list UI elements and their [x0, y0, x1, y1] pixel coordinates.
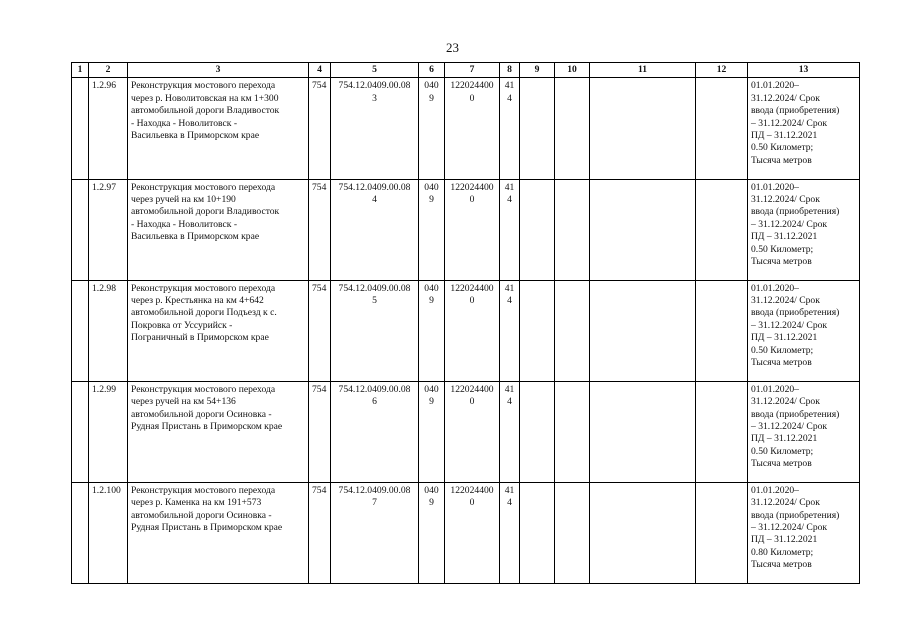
cell-col4: 754: [309, 78, 331, 179]
cell-line: через ручей на км 10+190: [131, 193, 236, 205]
cell-col4: 754: [309, 482, 331, 583]
cell-line: автомобильной дороги Осиновка -: [131, 408, 272, 420]
cell-col9: [520, 78, 555, 179]
column-header: 7: [445, 63, 500, 78]
cell-line: Реконструкция мостового перехода: [131, 484, 276, 496]
cell-line: – 31.12.2024/ Срок: [751, 319, 828, 331]
cell-line: ввода (приобретения): [751, 206, 840, 218]
cell-col4: 754: [309, 179, 331, 280]
cell-line: – 31.12.2024/ Срок: [751, 218, 828, 230]
cell-line: автомобильной дороги Владивосток: [131, 206, 280, 218]
cell-col9: [520, 482, 555, 583]
table-row: [72, 78, 860, 179]
cell-line: – 31.12.2024/ Срок: [751, 522, 828, 534]
cell-line: 122024400: [450, 80, 494, 92]
table-row: [72, 381, 860, 482]
cell-term: [748, 78, 860, 179]
cell-term: [748, 179, 860, 280]
cell-line: автомобильной дороги Подъезд к с.: [131, 307, 277, 319]
cell-line: 4: [507, 396, 512, 408]
cell-line: Тысяча метров: [751, 255, 812, 267]
cell-code: [331, 179, 419, 280]
cell-line: ввода (приобретения): [751, 509, 840, 521]
cell-line: через ручей на км 54+136: [131, 396, 236, 408]
cell-line: 4: [507, 497, 512, 509]
cell-line: 0.80 Километр;: [751, 546, 814, 558]
cell-col11: [590, 482, 696, 583]
cell-term: [748, 381, 860, 482]
cell-col9: [520, 280, 555, 381]
cell-col8: [500, 482, 520, 583]
cell-code: [331, 381, 419, 482]
cell-line: 01.01.2020–: [751, 80, 799, 92]
cell-line: 040: [424, 282, 439, 294]
cell-line: 9: [429, 92, 434, 104]
cell-line: через р. Новолитовская на км 1+300: [131, 92, 279, 104]
column-header: 10: [555, 63, 590, 78]
column-header: 6: [419, 63, 445, 78]
cell-line: 0: [469, 92, 475, 104]
cell-line: через р. Каменка на км 191+573: [131, 497, 262, 509]
cell-line: 4: [507, 92, 512, 104]
cell-object-name: [128, 381, 309, 482]
cell-col12: [696, 78, 748, 179]
cell-object-name: [128, 482, 309, 583]
cell-line: Реконструкция мостового перехода: [131, 181, 276, 193]
cell-col7: [445, 78, 500, 179]
cell-line: 4: [372, 193, 377, 205]
cell-line: 754.12.0409.00.08: [338, 80, 411, 92]
cell-item-number: 1.2.96: [89, 78, 128, 179]
cell-line: Реконструкция мостового перехода: [131, 282, 276, 294]
column-header: 12: [696, 63, 748, 78]
table-row: [72, 482, 860, 583]
cell-line: 0.50 Километр;: [751, 344, 814, 356]
cell-col12: [696, 179, 748, 280]
column-header: 1: [72, 63, 89, 78]
cell-line: Тысяча метров: [751, 559, 812, 571]
cell-col1: [72, 280, 89, 381]
cell-code: [331, 78, 419, 179]
cell-item-number: 1.2.99: [89, 381, 128, 482]
cell-col1: [72, 78, 89, 179]
cell-line: 0: [469, 193, 475, 205]
cell-line: 01.01.2020–: [751, 181, 799, 193]
cell-line: ПД – 31.12.2021: [751, 332, 818, 344]
cell-line: 41: [504, 80, 515, 92]
cell-line: 41: [504, 181, 515, 193]
cell-line: – 31.12.2024/ Срок: [751, 117, 828, 129]
cell-col12: [696, 482, 748, 583]
cell-line: Покровка от Уссурийск -: [131, 319, 233, 331]
cell-col12: [696, 280, 748, 381]
cell-col10: [555, 381, 590, 482]
cell-line: 3: [372, 92, 377, 104]
cell-code: [331, 482, 419, 583]
column-header: 4: [309, 63, 331, 78]
cell-line: – 31.12.2024/ Срок: [751, 420, 828, 432]
column-header: 3: [128, 63, 309, 78]
column-header: 2: [89, 63, 128, 78]
cell-object-name: [128, 179, 309, 280]
cell-line: Реконструкция мостового перехода: [131, 80, 276, 92]
cell-line: Васильевка в Приморском крае: [131, 231, 260, 243]
cell-line: Тысяча метров: [751, 357, 812, 369]
table-row: [72, 280, 860, 381]
cell-line: Пограничный в Приморском крае: [131, 332, 269, 344]
cell-line: 0: [469, 497, 475, 509]
cell-line: 5: [372, 295, 377, 307]
cell-line: 754.12.0409.00.08: [338, 484, 411, 496]
cell-col11: [590, 280, 696, 381]
column-header: 11: [590, 63, 696, 78]
cell-line: 31.12.2024/ Срок: [751, 497, 820, 509]
cell-col10: [555, 280, 590, 381]
cell-line: Тысяча метров: [751, 154, 812, 166]
cell-line: 31.12.2024/ Срок: [751, 92, 820, 104]
cell-line: автомобильной дороги Владивосток: [131, 105, 280, 117]
cell-line: 01.01.2020–: [751, 383, 799, 395]
header-row: [72, 63, 860, 78]
cell-line: 6: [372, 396, 377, 408]
cell-line: ввода (приобретения): [751, 408, 840, 420]
cell-col8: [500, 179, 520, 280]
cell-line: - Находка - Новолитовск -: [131, 117, 238, 129]
cell-object-name: [128, 280, 309, 381]
cell-line: Рудная Пристань в Приморском крае: [131, 522, 283, 534]
cell-line: ПД – 31.12.2021: [751, 130, 818, 142]
cell-line: 41: [504, 383, 515, 395]
cell-col9: [520, 381, 555, 482]
cell-col6: [419, 482, 445, 583]
cell-col1: [72, 179, 89, 280]
cell-col1: [72, 381, 89, 482]
cell-line: 040: [424, 181, 439, 193]
cell-col12: [696, 381, 748, 482]
cell-term: [748, 482, 860, 583]
table-body: [72, 78, 860, 584]
cell-line: 754.12.0409.00.08: [338, 282, 411, 294]
cell-line: 9: [429, 396, 434, 408]
cell-line: Реконструкция мостового перехода: [131, 383, 276, 395]
column-header: 5: [331, 63, 419, 78]
cell-col6: [419, 179, 445, 280]
cell-col1: [72, 482, 89, 583]
table-row: [72, 179, 860, 280]
cell-line: 9: [429, 193, 434, 205]
cell-line: 754.12.0409.00.08: [338, 383, 411, 395]
cell-line: ПД – 31.12.2021: [751, 231, 818, 243]
cell-line: 01.01.2020–: [751, 282, 799, 294]
cell-line: 7: [372, 497, 377, 509]
cell-col9: [520, 179, 555, 280]
cell-item-number: 1.2.98: [89, 280, 128, 381]
cell-line: автомобильной дороги Осиновка -: [131, 509, 272, 521]
cell-line: 31.12.2024/ Срок: [751, 295, 820, 307]
cell-col6: [419, 78, 445, 179]
cell-col11: [590, 78, 696, 179]
cell-code: [331, 280, 419, 381]
cell-line: 4: [507, 295, 512, 307]
cell-col8: [500, 381, 520, 482]
cell-line: 040: [424, 80, 439, 92]
page-number: 23: [446, 40, 459, 55]
cell-col4: 754: [309, 280, 331, 381]
cell-col10: [555, 78, 590, 179]
cell-line: 9: [429, 295, 434, 307]
cell-line: 0.50 Километр;: [751, 445, 814, 457]
cell-line: 040: [424, 484, 439, 496]
cell-line: через р. Крестьянка на км 4+642: [131, 295, 264, 307]
cell-object-name: [128, 78, 309, 179]
column-header: 8: [500, 63, 520, 78]
cell-col7: [445, 280, 500, 381]
cell-line: ввода (приобретения): [751, 105, 840, 117]
cell-line: 0.50 Километр;: [751, 142, 814, 154]
cell-col11: [590, 179, 696, 280]
column-header: 9: [520, 63, 555, 78]
cell-line: 01.01.2020–: [751, 484, 799, 496]
cell-col7: [445, 381, 500, 482]
cell-col7: [445, 179, 500, 280]
cell-line: 31.12.2024/ Срок: [751, 193, 820, 205]
cell-line: 0.50 Километр;: [751, 243, 814, 255]
cell-line: 122024400: [450, 282, 494, 294]
cell-line: ПД – 31.12.2021: [751, 433, 818, 445]
cell-line: 122024400: [450, 484, 494, 496]
cell-line: 0: [469, 295, 475, 307]
cell-col10: [555, 482, 590, 583]
cell-col7: [445, 482, 500, 583]
cell-col4: 754: [309, 381, 331, 482]
cell-line: 0: [469, 396, 475, 408]
cell-line: 31.12.2024/ Срок: [751, 396, 820, 408]
cell-line: 040: [424, 383, 439, 395]
cell-col8: [500, 280, 520, 381]
cell-col6: [419, 280, 445, 381]
cell-line: ввода (приобретения): [751, 307, 840, 319]
cell-line: 41: [504, 484, 515, 496]
cell-line: ПД – 31.12.2021: [751, 534, 818, 546]
cell-term: [748, 280, 860, 381]
cell-col8: [500, 78, 520, 179]
cell-line: 122024400: [450, 181, 494, 193]
cell-line: - Находка - Новолитовск -: [131, 218, 238, 230]
column-header: 13: [748, 63, 860, 78]
cell-col6: [419, 381, 445, 482]
cell-item-number: 1.2.97: [89, 179, 128, 280]
data-table: [71, 62, 860, 584]
cell-line: Васильевка в Приморском крае: [131, 130, 260, 142]
cell-line: 122024400: [450, 383, 494, 395]
cell-line: 41: [504, 282, 515, 294]
cell-item-number: 1.2.100: [89, 482, 128, 583]
cell-line: 754.12.0409.00.08: [338, 181, 411, 193]
cell-col11: [590, 381, 696, 482]
cell-line: 9: [429, 497, 434, 509]
cell-line: Тысяча метров: [751, 458, 812, 470]
cell-col10: [555, 179, 590, 280]
cell-line: Рудная Пристань в Приморском крае: [131, 420, 283, 432]
cell-line: 4: [507, 193, 512, 205]
